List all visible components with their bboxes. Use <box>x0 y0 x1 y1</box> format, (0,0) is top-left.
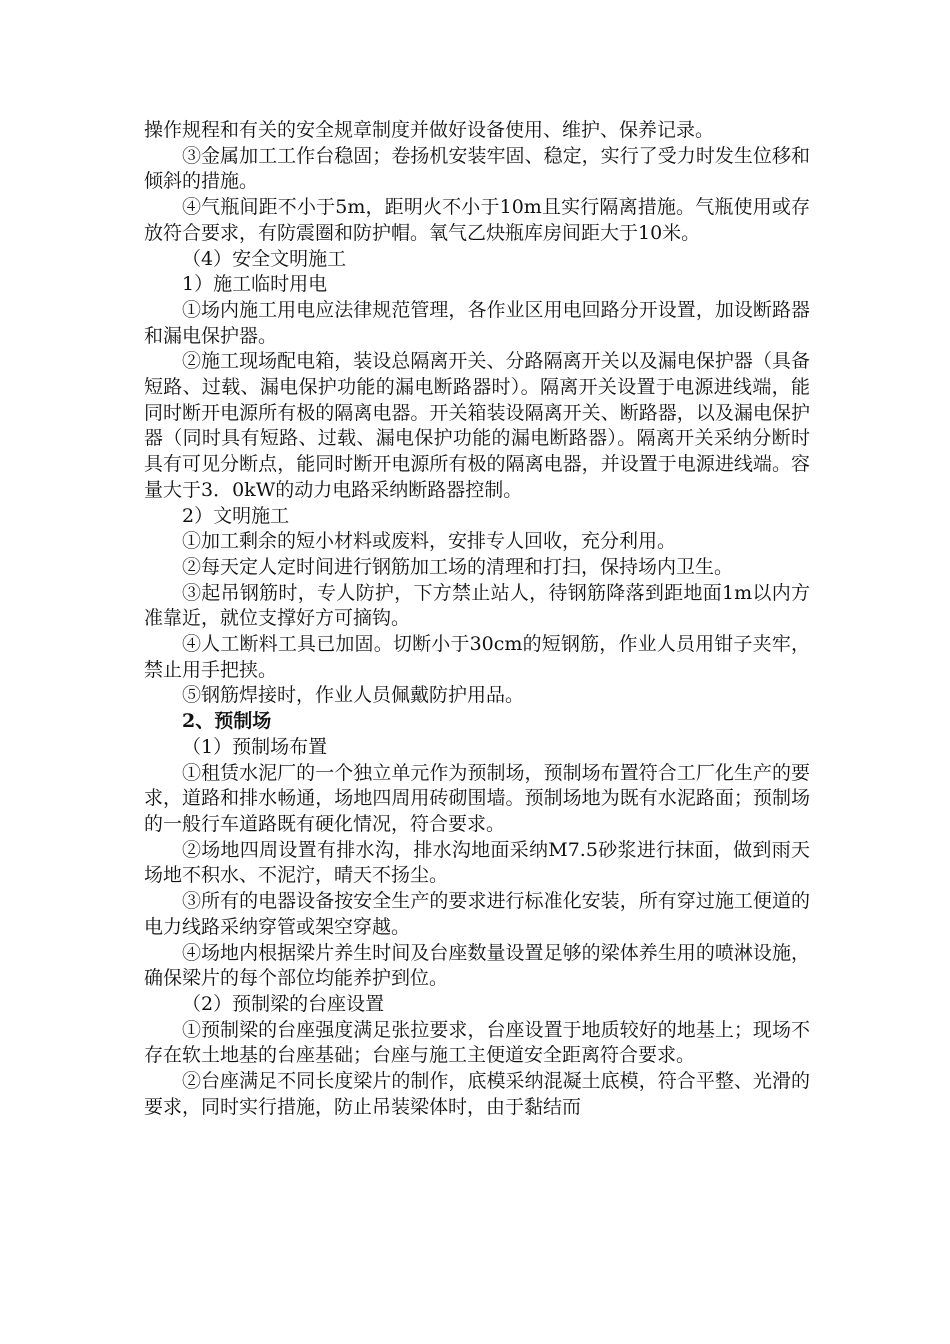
paragraph: ④人工断料工具已加固。切断小于30cm的短钢筋，作业人员用钳子夹牢，禁止用手把挟。 <box>144 633 810 681</box>
paragraph: ②每天定人定时间进行钢筋加工场的清理和打扫，保持场内卫生。 <box>182 555 734 578</box>
paragraph: （2）预制梁的台座设置 <box>182 992 385 1015</box>
paragraph: ①预制梁的台座强度满足张拉要求，台座设置于地质较好的地基上；现场不存在软土地基的台座基础；台座与施工主便道安全距离符合要求。 <box>144 1018 810 1067</box>
paragraph: 操作规程和有关的安全规章制度并做好设备使用、维护、保养记录。 <box>144 119 715 141</box>
section-heading: 2、预制场 <box>182 710 272 733</box>
document-body <box>144 118 810 1120</box>
paragraph: ②施工现场配电箱，装设总隔离开关、分路隔离开关以及漏电保护器（具备短路、过载、漏电保护功能的漏电断路器时）。隔离开关设置于电源进线端，能同时断开电源所有极的隔离电器。开关箱装设隔离开关、断路器，以及漏电保护器（同时具有短路、过载、漏电保护功能的漏电断路器）。隔离开关采纳分断时具有可见分断点，能同时断开电源所有极的隔离电器，并设置于电源进线端。容量大于3．0kW的动力电路采纳断路器控制。 <box>144 350 810 501</box>
paragraph: ③金属加工工作台稳固；卷扬机安装牢固、稳定，实行了受力时发生位移和倾斜的措施。 <box>144 144 810 193</box>
paragraph: ②场地四周设置有排水沟，排水沟地面采纳M7.5砂浆进行抹面，做到雨天场地不积水、不泥泞，晴天不扬尘。 <box>144 838 810 887</box>
paragraph: 1）施工临时用电 <box>182 273 328 296</box>
paragraph: ③所有的电器设备按安全生产的要求进行标准化安装，所有穿过施工便道的电力线路采纳穿管或架空穿越。 <box>144 890 810 938</box>
paragraph: ④场地内根据梁片养生时间及台座数量设置足够的梁体养生用的喷淋设施，确保梁片的每个部位均能养护到位。 <box>144 941 810 990</box>
paragraph: 2）文明施工 <box>182 504 290 527</box>
paragraph: ①场内施工用电应法律规范管理，各作业区用电回路分开设置，加设断路器和漏电保护器。 <box>144 298 810 347</box>
paragraph: ③起吊钢筋时，专人防护，下方禁止站人，待钢筋降落到距地面1m以内方准靠近，就位支撑好方可摘钩。 <box>144 581 810 630</box>
paragraph: （4）安全文明施工 <box>182 247 347 270</box>
paragraph: ④气瓶间距不小于5m，距明火不小于10m且实行隔离措施。气瓶使用或存放符合要求，有防震圈和防护帽。氧气乙炔瓶库房间距大于10米。 <box>144 196 810 244</box>
paragraph: ①租赁水泥厂的一个独立单元作为预制场，预制场布置符合工厂化生产的要求，道路和排水畅通，场地四周用砖砌围墙。预制场地为既有水泥路面；预制场的一般行车道路既有硬化情况，符合要求。 <box>144 761 810 835</box>
paragraph: ①加工剩余的短小材料或废料，安排专人回收，充分利用。 <box>182 530 677 553</box>
paragraph: ⑤钢筋焊接时，作业人员佩戴防护用品。 <box>182 684 525 707</box>
paragraph: （1）预制场布置 <box>182 735 328 758</box>
paragraph: ②台座满足不同长度梁片的制作，底模采纳混凝土底模，符合平整、光滑的要求，同时实行措施，防止吊装梁体时，由于黏结而 <box>144 1070 810 1118</box>
